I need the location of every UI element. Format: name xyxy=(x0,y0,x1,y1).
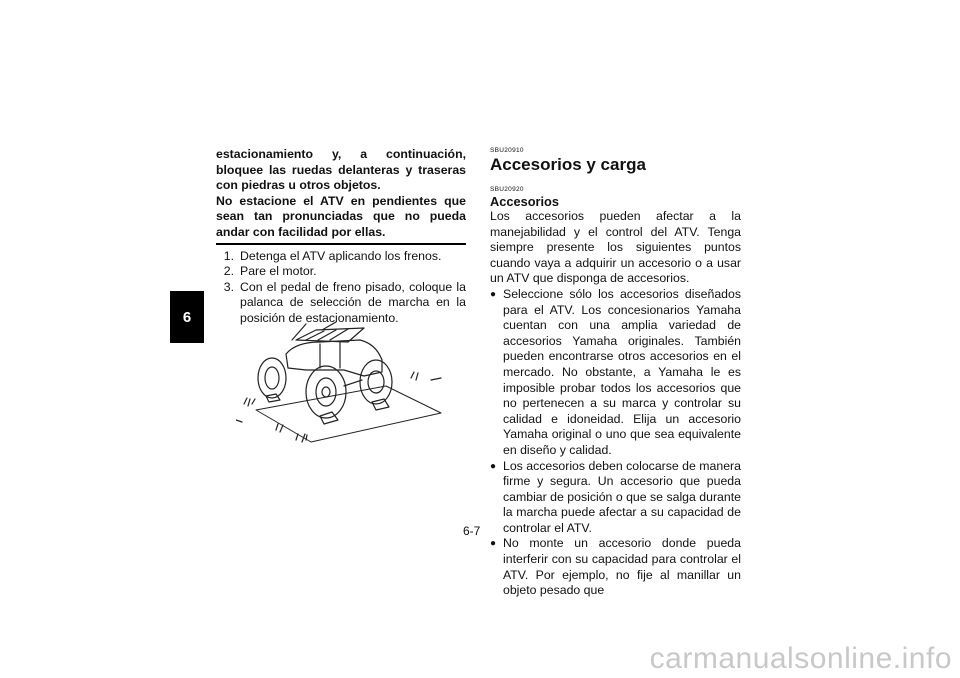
step-item xyxy=(216,249,466,265)
bullet-item xyxy=(490,536,741,598)
bullet-text: No monte un accesorio donde pueda interferir con su capacidad para controlar el ATV. Por ejemplo, no fije al manillar un objeto pesado que xyxy=(503,536,741,598)
warning-divider xyxy=(216,243,466,245)
intro-paragraph: Los accesorios pueden afectar a la manejabilidad y el control del ATV. Tenga siempre presente los siguientes puntos cuando vaya a adquirir un accesorio o a usar un ATV que disponga de accesorios. xyxy=(490,209,741,286)
warning-text-1: estacionamiento y, a continuación, bloquee las ruedas delanteras y traseras con piedras u otros objetos. xyxy=(216,147,466,193)
bullet-text: Los accesorios deben colocarse de manera firme y segura. Un accesorio que pueda cambiar de posición o que se salga durante la marcha puede afectar a su capacidad de controlar el ATV. xyxy=(503,458,741,535)
right-column xyxy=(490,147,741,599)
section-tab: 6 xyxy=(170,291,204,343)
subsection-heading: Accesorios xyxy=(490,194,559,209)
bullet-item xyxy=(490,287,741,459)
atv-parked-illustration-icon xyxy=(236,318,456,450)
subsection-code: SBU20920 xyxy=(490,186,524,193)
step-text: Pare el motor. xyxy=(240,264,317,279)
warning-text-2: No estacione el ATV en pendientes que sean tan pronunciadas que no pueda andar con facilidad por ellas. xyxy=(216,193,466,239)
section-code: SBU20910 xyxy=(490,147,524,154)
bullet-icon: ● xyxy=(490,288,497,300)
bullet-icon: ● xyxy=(490,538,497,550)
step-number: 1. xyxy=(223,248,234,263)
step-item xyxy=(216,264,466,280)
page-number: 6-7 xyxy=(463,524,481,538)
section-heading: Accesorios y carga xyxy=(490,155,646,174)
watermark: carmanualsonline.info xyxy=(649,642,952,675)
step-text: Detenga el ATV aplicando los frenos. xyxy=(240,248,442,263)
step-text: Con el pedal de freno pisado, coloque la palanca de selección de marcha en la posición de estacionamiento. xyxy=(240,279,466,325)
step-number: 3. xyxy=(223,279,234,294)
bullet-icon: ● xyxy=(490,460,497,472)
step-number: 2. xyxy=(223,264,234,279)
left-column xyxy=(216,147,466,327)
bullet-text: Seleccione sólo los accesorios diseñados para el ATV. Los concesionarios Yamaha cuentan con una amplia variedad de accesorios Yamaha originales. También pueden encontrarse otros accesorios en el mercado. No obstante, a Yamaha le es imposible probar todos los accesorios que no pertenecen a su marca y controlar su calidad e idoneidad. Elija un accesorio Yamaha original o uno que sea equivalente en diseño y calidad. xyxy=(503,286,741,457)
bullet-item xyxy=(490,459,741,537)
